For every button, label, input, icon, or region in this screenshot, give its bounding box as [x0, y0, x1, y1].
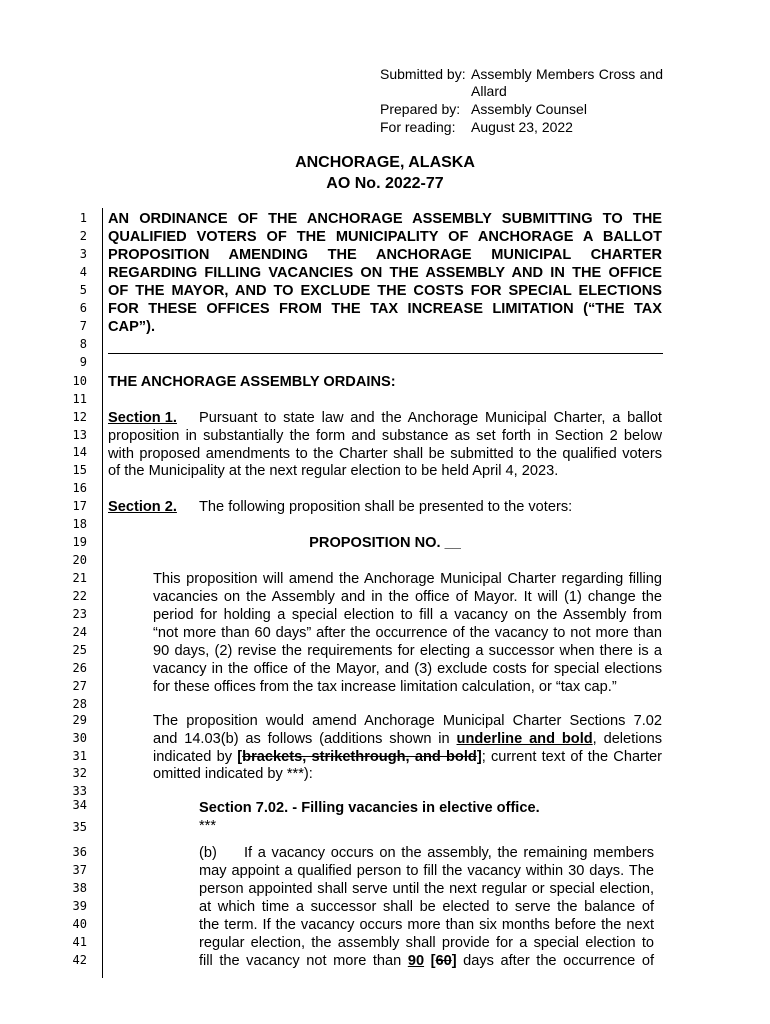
prop2-bracket: [: [237, 749, 243, 765]
line-number: 9: [79, 355, 87, 369]
ordinance-title-line: FOR THESE OFFICES FROM THE TAX INCREASE LIMITATION (“THE TAX: [108, 301, 662, 317]
ordinance-title-line: PROPOSITION AMENDING THE ANCHORAGE MUNICIPAL CHARTER: [108, 247, 662, 263]
proposition-paragraph-line: vacancy in the office of the Mayor, and (3) exclude costs for special elections: [153, 661, 662, 677]
prop2-text: indicated by: [153, 749, 238, 765]
para-b-line: the term. If the vacancy occurs more than six months before the next: [199, 917, 654, 933]
for-reading-label: For reading:: [380, 119, 456, 135]
line-number: 7: [79, 319, 87, 333]
para-b-text: fill the vacancy not more than: [199, 953, 408, 969]
line-number: 23: [72, 607, 87, 621]
section-1-line: of the Municipality at the next regular election to be held April 4, 2023.: [108, 463, 559, 480]
prop2-text: ; current text of the Charter: [481, 749, 662, 765]
submitted-by-label: Submitted by:: [380, 66, 466, 82]
section-1-line: proposition in substantially the form and substance as set forth in Section 2 below: [108, 428, 662, 444]
line-number: 17: [72, 499, 87, 513]
line-number: 38: [72, 881, 87, 895]
line-number: 8: [79, 337, 87, 351]
line-number: 33: [72, 784, 87, 798]
section-1-line: with proposed amendments to the Charter shall be submitted to the qualified voters: [108, 445, 662, 462]
line-number: 41: [72, 935, 87, 949]
line-number: 21: [72, 571, 87, 585]
line-number: 28: [72, 697, 87, 711]
line-number: 39: [72, 899, 87, 913]
section-2-label: Section 2.: [108, 499, 177, 515]
amendment-bracket: ]: [451, 953, 457, 969]
prop2-line: [153, 749, 662, 766]
line-number: 19: [72, 535, 87, 549]
para-b-line: [199, 953, 654, 970]
line-number: 26: [72, 661, 87, 675]
line-number: 5: [79, 283, 87, 297]
prop2-additions-sample: underline and bold: [456, 731, 593, 747]
para-b-text: days after the occurrence of: [456, 953, 655, 969]
document-number: AO No. 2022-77: [326, 175, 444, 192]
line-number: 22: [72, 589, 87, 603]
line-number: 27: [72, 679, 87, 693]
ordinance-title-line: AN ORDINANCE OF THE ANCHORAGE ASSEMBLY SUBMITTING TO THE: [108, 211, 662, 227]
amendment-deletion: 60: [435, 953, 452, 969]
line-number: 10: [72, 374, 87, 388]
line-number: 13: [72, 428, 87, 442]
line-number: 30: [72, 731, 87, 745]
prop2-text: , deletions: [592, 731, 662, 747]
ordains-heading: THE ANCHORAGE ASSEMBLY ORDAINS:: [108, 374, 396, 390]
line-number: 15: [72, 463, 87, 477]
section-702-heading: Section 7.02. - Filling vacancies in elective office.: [199, 800, 540, 816]
para-b-line: If a vacancy occurs on the assembly, the remaining members: [244, 845, 654, 861]
prop2-text: and 14.03(b) as follows (additions shown in: [153, 731, 457, 747]
line-number: 35: [72, 820, 87, 834]
proposition-paragraph-line: for these offices from the tax increase limitation calculation, or “tax cap.”: [153, 679, 617, 695]
line-number: 2: [79, 229, 87, 243]
line-number: 6: [79, 301, 87, 315]
ordinance-title-line: QUALIFIED VOTERS OF THE MUNICIPALITY OF ANCHORAGE A BALLOT: [108, 229, 662, 245]
line-number: 16: [72, 481, 87, 495]
prepared-by-label: Prepared by:: [380, 101, 461, 117]
para-b-label: (b): [199, 845, 217, 861]
submitted-by-value-cont: Allard: [471, 83, 507, 99]
line-number: 36: [72, 845, 87, 859]
line-number: 24: [72, 625, 87, 639]
document-place: ANCHORAGE, ALASKA: [295, 154, 475, 171]
section-1-label: Section 1.: [108, 410, 177, 426]
proposition-paragraph-line: This proposition will amend the Anchorage Municipal Charter regarding filling: [153, 571, 662, 587]
ordinance-title-line: CAP”).: [108, 319, 156, 335]
line-number: 34: [72, 798, 87, 812]
line-number: 20: [72, 553, 87, 567]
section-1-line: Pursuant to state law and the Anchorage Municipal Charter, a ballot: [199, 410, 662, 426]
prop2-line: [153, 731, 662, 748]
amendment-bracket: [: [424, 953, 436, 969]
line-number: 18: [72, 517, 87, 531]
proposition-paragraph-line: 90 days, (2) revise the requirements for electing a successor when there is a: [153, 643, 662, 659]
amendment-addition: 90: [407, 953, 425, 969]
prop2-bracket: ]: [476, 749, 482, 765]
prop2-deletions-sample: brackets, strikethrough, and bold: [242, 749, 477, 765]
para-b-line: may appoint a qualified person to fill the vacancy within 30 days. The: [199, 863, 654, 879]
proposition-heading: PROPOSITION NO. __: [309, 535, 461, 551]
prepared-by-value: Assembly Counsel: [471, 101, 587, 117]
omitted-text-marker: ***: [199, 818, 217, 834]
line-number: 14: [72, 445, 87, 459]
section-2-text: The following proposition shall be presented to the voters:: [199, 499, 573, 515]
line-number: 4: [79, 265, 87, 279]
ordinance-title-line: OF THE MAYOR, AND TO EXCLUDE THE COSTS FOR SPECIAL ELECTIONS: [108, 283, 662, 299]
line-number: 1: [79, 211, 87, 225]
prop2-line: The proposition would amend Anchorage Municipal Charter Sections 7.02: [153, 713, 662, 729]
para-b-line: regular election, the assembly shall provide for a special election to: [199, 935, 654, 951]
line-number: 31: [72, 749, 87, 763]
margin-rule: [102, 208, 103, 978]
line-number: 37: [72, 863, 87, 877]
line-number: 32: [72, 766, 87, 780]
line-number: 29: [72, 713, 87, 727]
proposition-paragraph-line: “not more than 60 days” after the occurrence of the vacancy to not more than: [153, 625, 662, 641]
line-number: 25: [72, 643, 87, 657]
prop2-line: omitted indicated by ***):: [153, 766, 313, 782]
proposition-paragraph-line: period for holding a special election to fill a vacancy on the Assembly from: [153, 607, 662, 623]
ordinance-title-line: REGARDING FILLING VACANCIES ON THE ASSEMBLY AND IN THE OFFICE: [108, 265, 662, 281]
title-separator-rule: [108, 353, 663, 354]
line-number: 3: [79, 247, 87, 261]
para-b-line: person appointed shall serve until the next regular or special election,: [199, 881, 654, 897]
proposition-paragraph-line: vacancies on the Assembly and in the office of Mayor. It will (1) change the: [153, 589, 662, 605]
submitted-by-value: Assembly Members Cross and: [471, 66, 663, 82]
line-number: 40: [72, 917, 87, 931]
for-reading-value: August 23, 2022: [471, 119, 573, 135]
line-number: 12: [72, 410, 87, 424]
line-number: 42: [72, 953, 87, 967]
para-b-line: at which time a successor shall be elected to serve the balance of: [199, 899, 654, 915]
line-number: 11: [72, 392, 87, 406]
